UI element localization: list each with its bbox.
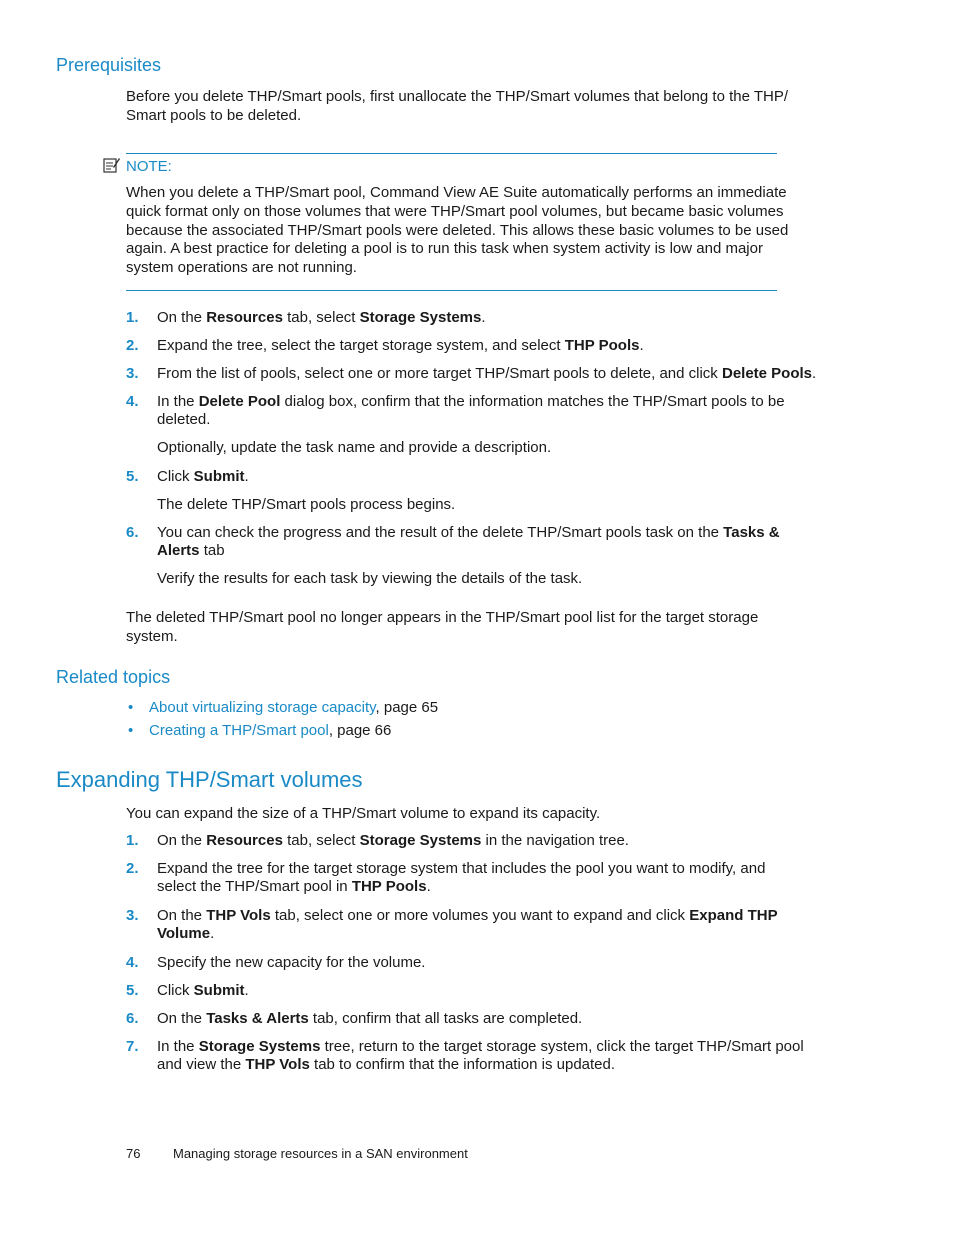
step-number: 6. (126, 1010, 139, 1027)
step-text: From the list of pools, select one or more target THP/Smart pools to delete, and click Delete Pools. (157, 365, 817, 382)
step-number: 2. (126, 337, 139, 354)
result-paragraph: The deleted THP/Smart pool no longer appears in the THP/Smart pool list for the target storage system. (126, 609, 759, 645)
step-text: On the Resources tab, select Storage Systems. (157, 309, 486, 326)
prerequisites-body: Before you delete THP/Smart pools, first unallocate the THP/Smart volumes that belong to the THP/ Smart pools to be deleted. (126, 88, 788, 124)
step-subtext: The delete THP/Smart pools process begins. (157, 496, 456, 513)
step-number: 1. (126, 832, 139, 849)
step-text: In the Storage Systems tree, return to the target storage system, click the target THP/Smart pool and view the THP Vols tab to confirm that the information is updated. (157, 1038, 804, 1073)
prerequisites-heading: Prerequisites (56, 55, 162, 75)
step-text: Specify the new capacity for the volume. (157, 954, 426, 971)
step-number: 3. (126, 907, 139, 924)
step-text: Expand the tree, select the target storage system, and select THP Pools. (157, 337, 644, 354)
page-number: 76 (126, 1146, 141, 1161)
bullet-icon: • (128, 722, 134, 739)
step-text: You can check the progress and the result of the delete THP/Smart pools task on the Tasks & Alerts tab (157, 524, 780, 559)
note-icon (102, 156, 120, 174)
expanding-intro: You can expand the size of a THP/Smart volume to expand its capacity. (126, 805, 601, 822)
related-link-creating-pool[interactable]: Creating a THP/Smart pool (149, 722, 329, 739)
step-number: 4. (126, 954, 139, 971)
list-item: About virtualizing storage capacity, page 65 (149, 699, 439, 716)
note-label: NOTE: (126, 158, 172, 175)
expanding-heading: Expanding THP/Smart volumes (56, 767, 363, 792)
step-text: Expand the tree for the target storage system that includes the pool you want to modify, and select the THP/Smart pool in THP Pools. (157, 860, 766, 895)
step-number: 5. (126, 982, 139, 999)
step-subtext: Optionally, update the task name and provide a description. (157, 439, 552, 456)
step-number: 7. (126, 1038, 139, 1055)
note-top-rule (126, 153, 777, 154)
footer-title: Managing storage resources in a SAN environment (173, 1146, 468, 1161)
related-link-virtualizing[interactable]: About virtualizing storage capacity (149, 699, 376, 716)
step-number: 4. (126, 393, 139, 410)
step-text: Click Submit. (157, 468, 249, 485)
step-text: Click Submit. (157, 982, 249, 999)
bullet-icon: • (128, 699, 134, 716)
step-number: 5. (126, 468, 139, 485)
step-text: On the Tasks & Alerts tab, confirm that all tasks are completed. (157, 1010, 583, 1027)
step-subtext: Verify the results for each task by viewing the details of the task. (157, 570, 583, 587)
step-text: On the Resources tab, select Storage Systems in the navigation tree. (157, 832, 629, 849)
related-topics-heading: Related topics (56, 667, 171, 687)
note-body: When you delete a THP/Smart pool, Command View AE Suite automatically performs an immediate quick format only on those volumes that were THP/Smart pool volumes, but became basic volumes because the associated THP/Smart pools were deleted. This allows these basic volumes to be used again. A best practice for deleting a pool is to run this task when system activity is low and major system operations are not running. (126, 184, 789, 277)
step-number: 1. (126, 309, 139, 326)
step-number: 6. (126, 524, 139, 541)
note-bottom-rule (126, 290, 777, 291)
step-number: 3. (126, 365, 139, 382)
step-text: On the THP Vols tab, select one or more volumes you want to expand and click Expand THP Volume. (157, 907, 778, 942)
list-item: Creating a THP/Smart pool, page 66 (149, 722, 392, 739)
step-text: In the Delete Pool dialog box, confirm that the information matches the THP/Smart pools to be deleted. (157, 393, 785, 428)
step-number: 2. (126, 860, 139, 877)
